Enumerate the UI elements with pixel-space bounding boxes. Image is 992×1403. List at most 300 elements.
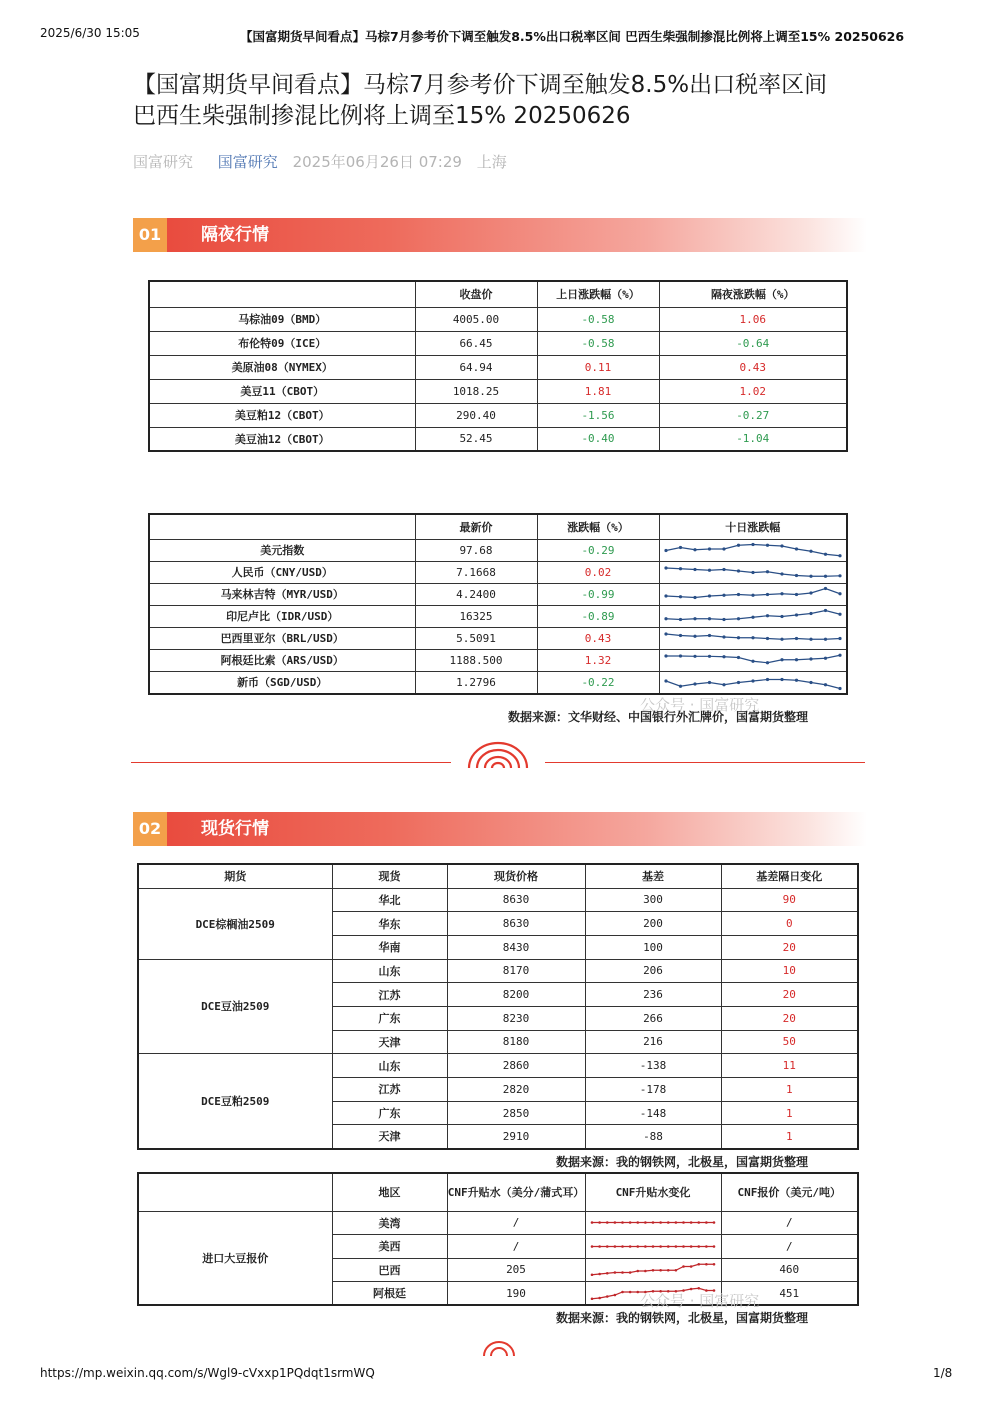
currency-name: 美元指数 — [149, 539, 415, 561]
sparkline-point — [651, 1221, 654, 1224]
spot-price: 2910 — [447, 1125, 585, 1149]
prev-day-change: -0.40 — [537, 427, 659, 451]
futures-contract: DCE豆油2509 — [138, 959, 332, 1054]
sparkline-point — [605, 1272, 608, 1275]
instrument-name: 美豆油12（CBOT） — [149, 427, 415, 451]
change-percent: 0.43 — [537, 627, 659, 649]
latest-price: 16325 — [415, 605, 537, 627]
latest-price: 4.2400 — [415, 583, 537, 605]
section-header-spot — [133, 812, 867, 846]
sparkline-point — [693, 634, 696, 637]
table-row — [149, 583, 847, 605]
spot-region: 华南 — [332, 935, 447, 959]
sparkline-point — [697, 1263, 700, 1266]
basis: -178 — [585, 1078, 721, 1102]
sparkline-point — [765, 543, 768, 546]
sparkline-point — [838, 653, 841, 656]
sparkline-point — [823, 656, 826, 659]
spot-region: 广东 — [332, 1006, 447, 1030]
sparkline-point — [605, 1221, 608, 1224]
sparkline-point — [621, 1290, 624, 1293]
sparkline-point — [651, 1269, 654, 1272]
sparkline-point — [666, 1269, 669, 1272]
basis-change: 50 — [721, 1030, 858, 1054]
sparkline-point — [780, 592, 783, 595]
sparkline-point — [707, 568, 710, 571]
spot-region: 山东 — [332, 1054, 447, 1078]
sparkline-point — [697, 1221, 700, 1224]
sparkline-point — [823, 683, 826, 686]
column-header: 期货 — [138, 864, 332, 888]
sparkline-point — [705, 1263, 708, 1266]
overnight-change: 0.43 — [659, 355, 847, 379]
premium-trend — [585, 1258, 721, 1282]
sparkline-point — [722, 567, 725, 570]
article-title — [133, 70, 893, 132]
instrument-name: 美原油08（NYMEX） — [149, 355, 415, 379]
sparkline-point — [722, 593, 725, 596]
sparkline-chart — [660, 540, 846, 561]
sparkline-chart — [660, 562, 846, 583]
sparkline-chart — [586, 1259, 720, 1280]
account-link[interactable]: 国富研究 — [217, 153, 278, 171]
change-percent: 0.02 — [537, 561, 659, 583]
sparkline-point — [613, 1221, 616, 1224]
futures-contract: DCE豆粕2509 — [138, 1054, 332, 1149]
section-title: 现货行情 — [201, 819, 269, 839]
table-row — [149, 671, 847, 694]
currency-name: 阿根廷比索（ARS/USD） — [149, 649, 415, 671]
column-header: CNF升贴水变化 — [585, 1173, 721, 1211]
overnight-change: 1.06 — [659, 307, 847, 331]
sparkline-point — [736, 543, 739, 546]
column-header: 最新价 — [415, 514, 537, 539]
sparkline-point — [765, 661, 768, 664]
sparkline-point — [838, 592, 841, 595]
spot-price: 2820 — [447, 1078, 585, 1102]
sparkline-point — [664, 617, 667, 620]
table-row — [149, 355, 847, 379]
sparkline-point — [809, 680, 812, 683]
table-row — [138, 1054, 858, 1078]
sparkline-point — [707, 594, 710, 597]
watermark: 公众号 · 国富研究 — [640, 696, 760, 714]
sparkline-point — [707, 547, 710, 550]
column-header: 地区 — [332, 1173, 447, 1211]
close-price: 52.45 — [415, 427, 537, 451]
basis: 200 — [585, 912, 721, 936]
ten-day-trend — [659, 539, 847, 561]
basis: -88 — [585, 1125, 721, 1149]
sparkline-point — [809, 549, 812, 552]
sparkline-point — [590, 1297, 593, 1300]
sparkline-point — [751, 615, 754, 618]
spot-region: 天津 — [332, 1030, 447, 1054]
sparkline-point — [598, 1296, 601, 1299]
currency-name: 巴西里亚尔（BRL/USD） — [149, 627, 415, 649]
currency-name: 马来林吉特（MYR/USD） — [149, 583, 415, 605]
instrument-name: 美豆11（CBOT） — [149, 379, 415, 403]
sparkline-point — [664, 632, 667, 635]
futures-contract: DCE棕榈油2509 — [138, 888, 332, 959]
sparkline-point — [678, 545, 681, 548]
cloud-ornament-icon — [465, 740, 531, 770]
basis: 266 — [585, 1006, 721, 1030]
premium-trend — [585, 1211, 721, 1235]
close-price: 4005.00 — [415, 307, 537, 331]
instrument-name: 马棕油09（BMD） — [149, 307, 415, 331]
column-header: CNF报价（美元/吨） — [721, 1173, 858, 1211]
table-row — [149, 605, 847, 627]
sparkline-point — [678, 684, 681, 687]
origin-region: 美西 — [332, 1235, 447, 1259]
sparkline-point — [664, 566, 667, 569]
sparkline-chart — [660, 650, 846, 671]
latest-price: 7.1668 — [415, 561, 537, 583]
close-price: 290.40 — [415, 403, 537, 427]
origin-region: 巴西 — [332, 1258, 447, 1282]
table-row — [149, 627, 847, 649]
sparkline-point — [644, 1245, 647, 1248]
ten-day-trend — [659, 671, 847, 694]
sparkline-point — [682, 1265, 685, 1268]
sparkline-point — [605, 1295, 608, 1298]
sparkline-point — [780, 614, 783, 617]
sparkline-point — [651, 1245, 654, 1248]
latest-price: 97.68 — [415, 539, 537, 561]
sparkline-point — [794, 636, 797, 639]
spot-region: 江苏 — [332, 983, 447, 1007]
sparkline-point — [693, 548, 696, 551]
sparkline-point — [678, 617, 681, 620]
basis-change: 1 — [721, 1078, 858, 1102]
divider-right — [545, 762, 865, 763]
origin-region: 阿根廷 — [332, 1282, 447, 1306]
sparkline-point — [621, 1271, 624, 1274]
change-percent: -0.22 — [537, 671, 659, 694]
sparkline-point — [736, 592, 739, 595]
basis-change: 20 — [721, 983, 858, 1007]
currency-name: 新币（SGD/USD） — [149, 671, 415, 694]
sparkline-point — [636, 1270, 639, 1273]
print-datetime: 2025/6/30 15:05 — [40, 26, 140, 40]
basis: 236 — [585, 983, 721, 1007]
sparkline-point — [605, 1245, 608, 1248]
sparkline-chart — [660, 606, 846, 627]
basis: 300 — [585, 888, 721, 912]
spot-price: 8630 — [447, 888, 585, 912]
footer-page-number: 1/8 — [933, 1366, 953, 1380]
sparkline-point — [664, 679, 667, 682]
sparkline-point — [598, 1273, 601, 1276]
sparkline-point — [707, 633, 710, 636]
ten-day-trend — [659, 605, 847, 627]
author: 国富研究 — [133, 153, 194, 171]
sparkline-point — [751, 570, 754, 573]
sparkline-point — [659, 1221, 662, 1224]
sparkline-point — [590, 1245, 593, 1248]
watermark-2: 公众号 · 国富研究 — [640, 1292, 760, 1310]
sparkline-point — [736, 617, 739, 620]
spot-region: 广东 — [332, 1101, 447, 1125]
prev-day-change: -0.58 — [537, 331, 659, 355]
sparkline-point — [682, 1221, 685, 1224]
instrument-name: 美豆粕12（CBOT） — [149, 403, 415, 427]
sparkline-point — [689, 1265, 692, 1268]
sparkline-point — [712, 1263, 715, 1266]
sparkline-point — [751, 679, 754, 682]
basis-change: 90 — [721, 888, 858, 912]
spot-price: 8180 — [447, 1030, 585, 1054]
basis-change: 20 — [721, 1006, 858, 1030]
change-percent: -0.99 — [537, 583, 659, 605]
cnf-premium: / — [447, 1235, 585, 1259]
sparkline-point — [765, 677, 768, 680]
sparkline-point — [838, 612, 841, 615]
column-header: 基差隔日变化 — [721, 864, 858, 888]
sparkline-point — [693, 567, 696, 570]
column-header: CNF升贴水（美分/蒲式耳） — [447, 1173, 585, 1211]
sparkline-point — [780, 572, 783, 575]
sparkline-chart — [586, 1236, 720, 1257]
overnight-change: 1.02 — [659, 379, 847, 403]
sparkline-point — [838, 554, 841, 557]
sparkline-point — [794, 678, 797, 681]
sparkline-point — [712, 1245, 715, 1248]
section-header-overnight — [133, 218, 867, 252]
basis-change: 11 — [721, 1054, 858, 1078]
spot-price: 8200 — [447, 983, 585, 1007]
table-row — [149, 307, 847, 331]
article-meta — [133, 151, 517, 172]
sparkline-point — [705, 1245, 708, 1248]
column-header: 现货 — [332, 864, 447, 888]
spot-region: 华东 — [332, 912, 447, 936]
sparkline-point — [697, 1286, 700, 1289]
close-price: 1018.25 — [415, 379, 537, 403]
sparkline-point — [628, 1221, 631, 1224]
table-row — [138, 1211, 858, 1235]
basis-change: 1 — [721, 1101, 858, 1125]
spot-basis-table — [137, 863, 859, 1150]
change-percent: 1.32 — [537, 649, 659, 671]
sparkline-point — [751, 659, 754, 662]
sparkline-point — [689, 1221, 692, 1224]
instrument-name: 布伦特09（ICE） — [149, 331, 415, 355]
spot-price: 2860 — [447, 1054, 585, 1078]
sparkline-point — [712, 1221, 715, 1224]
overnight-futures-table — [148, 280, 848, 452]
spot-price: 8170 — [447, 959, 585, 983]
sparkline-point — [794, 573, 797, 576]
sparkline-chart — [660, 672, 846, 693]
sparkline-point — [682, 1245, 685, 1248]
spot-source-note: 数据来源：我的钢铁网，北极星，国富期货整理 — [556, 1155, 809, 1169]
sparkline-point — [689, 1245, 692, 1248]
sparkline-point — [693, 682, 696, 685]
sparkline-point — [644, 1270, 647, 1273]
publish-date: 2025年06月26日 07:29 — [292, 153, 462, 171]
sparkline-point — [736, 569, 739, 572]
sparkline-point — [598, 1245, 601, 1248]
close-price: 66.45 — [415, 331, 537, 355]
change-percent: -0.29 — [537, 539, 659, 561]
overnight-change: -1.04 — [659, 427, 847, 451]
section-number: 01 — [133, 218, 167, 252]
sparkline-point — [693, 654, 696, 657]
table-row — [149, 379, 847, 403]
fx-source-note: 数据来源：文华财经、中国银行外汇牌价，国富期货整理 — [508, 710, 809, 724]
basis-change: 1 — [721, 1125, 858, 1149]
section-number: 02 — [133, 812, 167, 846]
sparkline-point — [722, 547, 725, 550]
change-percent: -0.89 — [537, 605, 659, 627]
sparkline-chart — [586, 1212, 720, 1233]
sparkline-point — [697, 1245, 700, 1248]
section-title: 隔夜行情 — [201, 225, 269, 245]
sparkline-chart — [660, 584, 846, 605]
sparkline-point — [590, 1274, 593, 1277]
basis-change: 10 — [721, 959, 858, 983]
sparkline-point — [707, 654, 710, 657]
sparkline-point — [693, 617, 696, 620]
sparkline-point — [693, 595, 696, 598]
sparkline-point — [823, 586, 826, 589]
column-header: 收盘价 — [415, 281, 537, 307]
import-soybean-table — [137, 1172, 859, 1306]
print-doc-title: 【国富期货早间看点】马棕7月参考价下调至触发8.5%出口税率区间 巴西生柴强制掺混比例将上调至15% 20250626 — [240, 29, 905, 44]
sparkline-point — [780, 637, 783, 640]
sparkline-point — [823, 637, 826, 640]
table-row — [149, 403, 847, 427]
sparkline-point — [736, 655, 739, 658]
sparkline-point — [678, 595, 681, 598]
soy-source-note: 数据来源：我的钢铁网，北极星，国富期货整理 — [556, 1311, 809, 1325]
table-row — [149, 539, 847, 561]
article-title-line2: 巴西生柴强制掺混比例将上调至15% 20250626 — [133, 103, 631, 129]
sparkline-point — [736, 636, 739, 639]
basis: 100 — [585, 935, 721, 959]
sparkline-point — [838, 574, 841, 577]
column-header: 上日涨跌幅（%） — [537, 281, 659, 307]
sparkline-point — [613, 1245, 616, 1248]
sparkline-point — [809, 574, 812, 577]
sparkline-point — [628, 1271, 631, 1274]
sparkline-point — [678, 654, 681, 657]
basis: 216 — [585, 1030, 721, 1054]
cnf-quote: 460 — [721, 1258, 858, 1282]
spot-price: 8230 — [447, 1006, 585, 1030]
sparkline-point — [722, 655, 725, 658]
prev-day-change: -1.56 — [537, 403, 659, 427]
sparkline-point — [628, 1245, 631, 1248]
column-header: 隔夜涨跌幅（%） — [659, 281, 847, 307]
sparkline-point — [722, 617, 725, 620]
spot-region: 天津 — [332, 1125, 447, 1149]
latest-price: 1188.500 — [415, 649, 537, 671]
overnight-change: -0.27 — [659, 403, 847, 427]
sparkline-point — [644, 1221, 647, 1224]
sparkline-point — [666, 1245, 669, 1248]
sparkline-point — [659, 1245, 662, 1248]
fx-table — [148, 513, 848, 695]
sparkline-point — [736, 680, 739, 683]
sparkline-point — [823, 574, 826, 577]
origin-region: 美湾 — [332, 1211, 447, 1235]
column-header: 涨跌幅（%） — [537, 514, 659, 539]
sparkline-point — [794, 592, 797, 595]
sparkline-point — [765, 592, 768, 595]
spot-price: 2850 — [447, 1101, 585, 1125]
sparkline-point — [674, 1269, 677, 1272]
sparkline-point — [823, 608, 826, 611]
sparkline-point — [765, 614, 768, 617]
sparkline-point — [765, 636, 768, 639]
column-header: 十日涨跌幅 — [659, 514, 847, 539]
sparkline-point — [707, 680, 710, 683]
sparkline-point — [636, 1221, 639, 1224]
sparkline-point — [664, 654, 667, 657]
basis: -148 — [585, 1101, 721, 1125]
sparkline-point — [751, 636, 754, 639]
sparkline-point — [809, 611, 812, 614]
sparkline-point — [707, 617, 710, 620]
column-header — [149, 281, 415, 307]
sparkline-point — [751, 542, 754, 545]
sparkline-point — [621, 1221, 624, 1224]
footer-url[interactable]: https://mp.weixin.qq.com/s/Wgl9-cVxxp1PQdqt1srmWQ — [40, 1366, 375, 1380]
sparkline-point — [722, 683, 725, 686]
sparkline-point — [751, 593, 754, 596]
sparkline-point — [838, 686, 841, 689]
prev-day-change: 1.81 — [537, 379, 659, 403]
sparkline-point — [664, 594, 667, 597]
prev-day-change: 0.11 — [537, 355, 659, 379]
publish-location: 上海 — [476, 153, 507, 171]
overnight-change: -0.64 — [659, 331, 847, 355]
sparkline-point — [809, 637, 812, 640]
spot-region: 江苏 — [332, 1078, 447, 1102]
ten-day-trend — [659, 627, 847, 649]
spot-region: 华北 — [332, 888, 447, 912]
basis-change: 20 — [721, 935, 858, 959]
sparkline-chart — [660, 628, 846, 649]
spot-price: 8430 — [447, 935, 585, 959]
column-header: 现货价格 — [447, 864, 585, 888]
sparkline-point — [780, 544, 783, 547]
sparkline-point — [664, 548, 667, 551]
ten-day-trend — [659, 561, 847, 583]
sparkline-point — [794, 613, 797, 616]
table-row — [138, 959, 858, 983]
table-row — [138, 888, 858, 912]
table-row — [149, 331, 847, 355]
sparkline-point — [674, 1221, 677, 1224]
basis: 206 — [585, 959, 721, 983]
sparkline-point — [613, 1293, 616, 1296]
sparkline-point — [780, 677, 783, 680]
sparkline-point — [678, 633, 681, 636]
cnf-quote: 451 — [721, 1282, 858, 1306]
premium-trend — [585, 1235, 721, 1259]
article-title-line1: 【国富期货早间看点】马棕7月参考价下调至触发8.5%出口税率区间 — [133, 72, 828, 98]
table-row — [149, 561, 847, 583]
table-row — [149, 649, 847, 671]
basis: -138 — [585, 1054, 721, 1078]
spot-region: 山东 — [332, 959, 447, 983]
column-header — [138, 1173, 332, 1211]
sparkline-point — [621, 1245, 624, 1248]
